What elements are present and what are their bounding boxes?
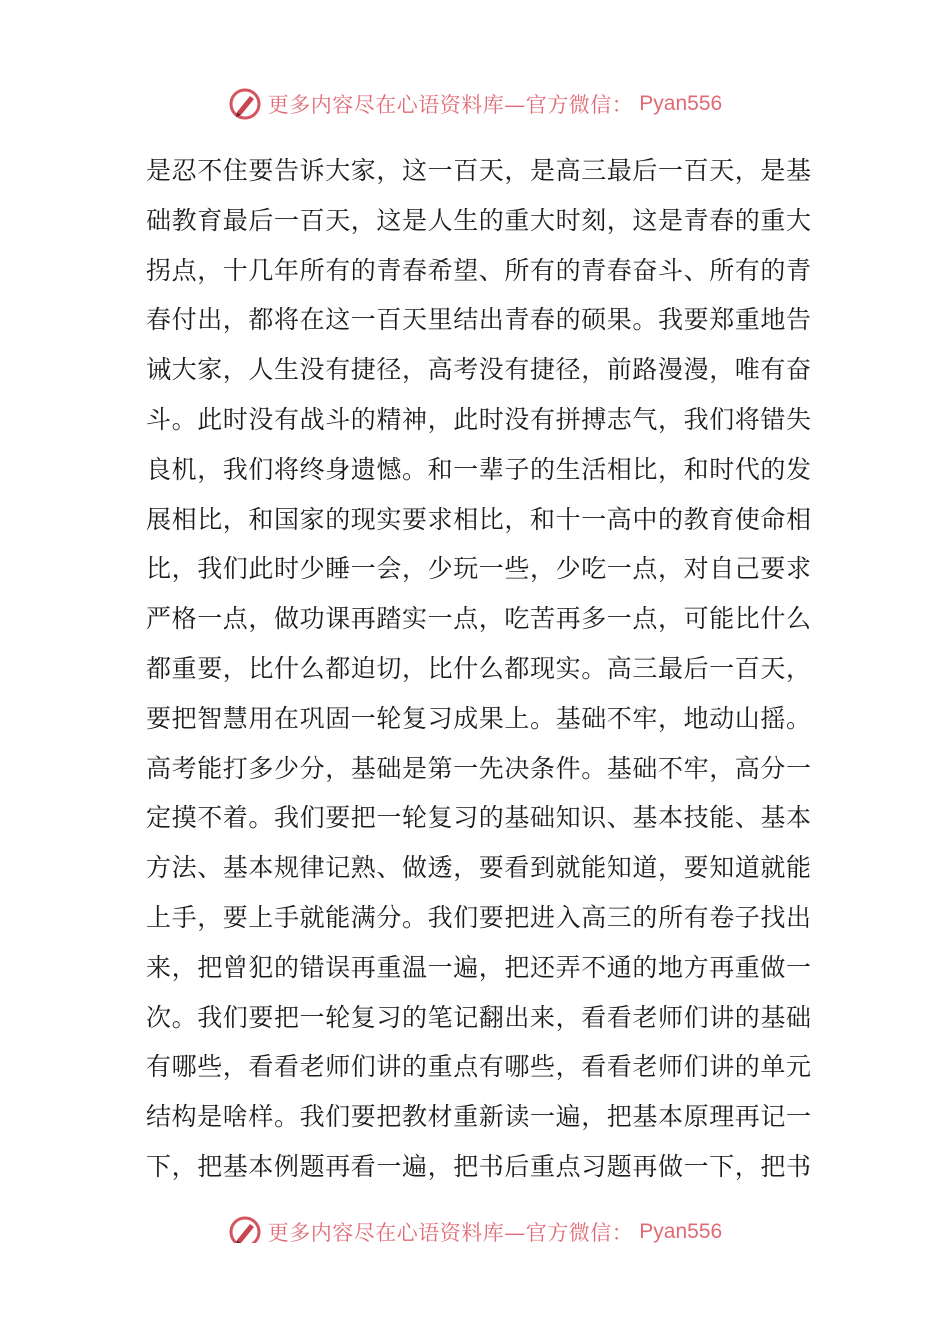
pen-logo-icon xyxy=(228,87,262,121)
text-line: 上手，要上手就能满分。我们要把进入高三的所有卷子找出 xyxy=(146,902,812,932)
text-line: 来，把曾犯的错误再重温一遍，把还弄不通的地方再重做一 xyxy=(146,952,812,982)
footer-banner-text: 更多内容尽在心语资料库—官方微信： xyxy=(267,1221,634,1243)
header-banner-text: 更多内容尽在心语资料库—官方微信： xyxy=(267,93,634,117)
text-line: 次。我们要把一轮复习的笔记翻出来，看看老师们讲的基础 xyxy=(146,1002,812,1032)
text-line: 础教育最后一百天，这是人生的重大时刻，这是青春的重大 xyxy=(146,205,812,235)
text-line: 都重要，比什么都迫切，比什么都现实。高三最后一百天， xyxy=(146,653,812,683)
text-line: 方法、基本规律记熟、做透，要看到就能知道，要知道就能 xyxy=(146,853,812,883)
page-header-banner xyxy=(0,84,950,124)
text-line: 下，把基本例题再看一遍，把书后重点习题再做一下，把书 xyxy=(146,1151,812,1181)
text-line: 诫大家，人生没有捷径，高考没有捷径，前路漫漫，唯有奋 xyxy=(146,355,812,385)
text-line: 定摸不着。我们要把一轮复习的基础知识、基本技能、基本 xyxy=(146,803,812,833)
text-line: 严格一点，做功课再踏实一点，吃苦再多一点，可能比什么 xyxy=(146,604,812,634)
text-line: 拐点，十几年所有的青春希望、所有的青春奋斗、所有的青 xyxy=(146,255,812,285)
text-line: 春付出，都将在这一百天里结出青春的硕果。我要郑重地告 xyxy=(146,305,812,335)
header-wechat-id: Pyan556 xyxy=(639,92,723,115)
page-footer-banner xyxy=(0,1203,950,1243)
footer-banner-content xyxy=(228,1215,722,1243)
document-body xyxy=(146,146,812,1192)
text-line: 良机，我们将终身遗憾。和一辈子的生活相比，和时代的发 xyxy=(146,454,812,484)
footer-wechat-id: Pyan556 xyxy=(639,1220,723,1243)
pen-logo-icon xyxy=(228,1215,262,1243)
text-line: 有哪些，看看老师们讲的重点有哪些，看看老师们讲的单元 xyxy=(146,1052,812,1082)
text-line: 要把智慧用在巩固一轮复习成果上。基础不牢，地动山摇。 xyxy=(146,703,812,733)
text-line: 结构是啥样。我们要把教材重新读一遍，把基本原理再记一 xyxy=(146,1102,812,1132)
text-line: 是忍不住要告诉大家，这一百天，是高三最后一百天，是基 xyxy=(146,156,812,185)
text-line: 高考能打多少分，基础是第一先决条件。基础不牢，高分一 xyxy=(146,753,812,783)
text-line: 展相比，和国家的现实要求相比，和十一高中的教育使命相 xyxy=(146,504,812,534)
text-line: 比，我们此时少睡一会，少玩一些，少吃一点，对自己要求 xyxy=(146,554,812,584)
text-line: 斗。此时没有战斗的精神，此时没有拼搏志气，我们将错失 xyxy=(146,404,812,434)
